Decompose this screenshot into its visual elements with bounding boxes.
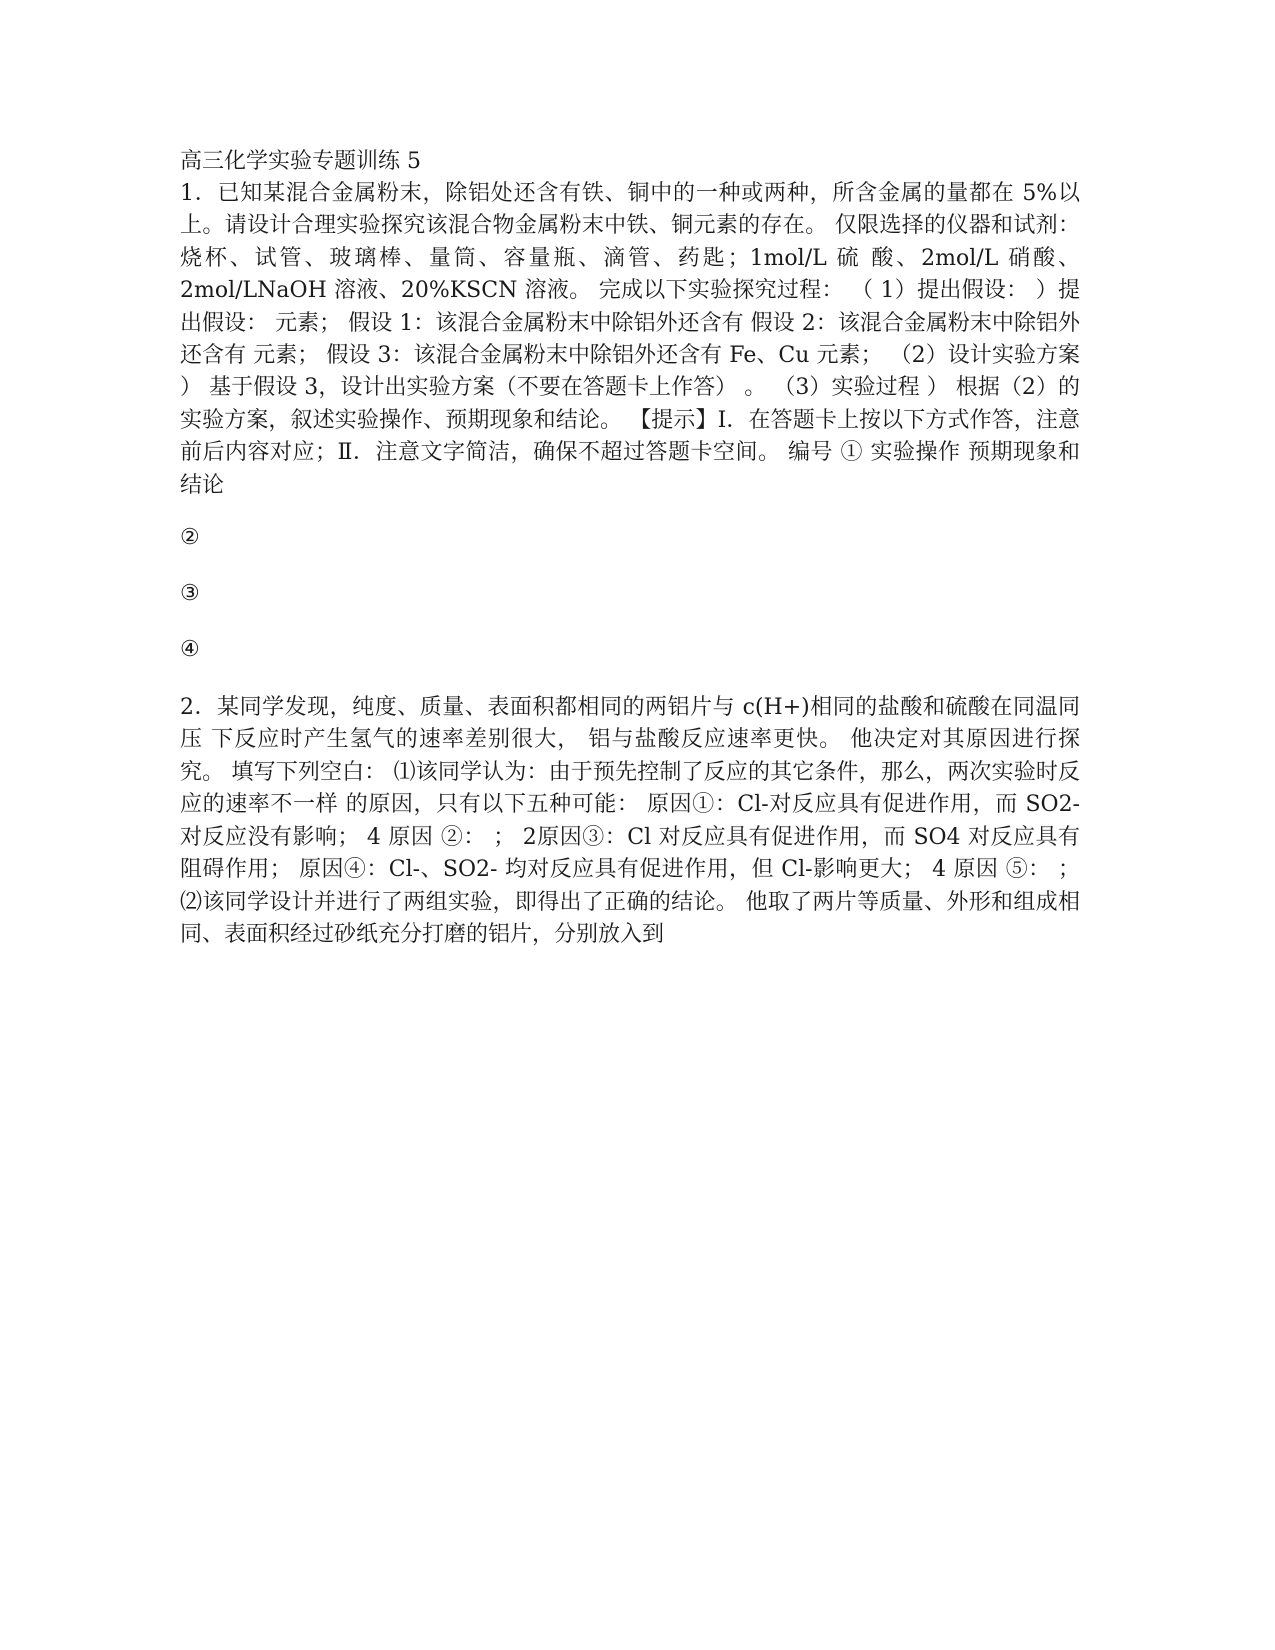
question-1-text: 1．已知某混合金属粉末，除铝处还含有铁、铜中的一种或两种，所含金属的量都在 5%以 上。请设计合理实验探究该混合物金属粉末中铁、铜元素的存在。 仅限选择的仪器和试剂：烧杯、试管、玻璃棒、量筒、容量瓶、滴管、药匙；1mol/L 硫 酸、2mol/L 硝酸、2mol/LNaOH 溶液、20%KSCN 溶液。 完成以下实验探究过程： （ 1）提出假设： ）提出假设： 元素； 假设 1：该混合金属粉末中除铝外还含有 假设 2：该混合金属粉末中除铝外还含有 元素； 假设 3：该混合金属粉末中除铝外还含有 Fe、Cu 元素； （2）设计实验方案 ） 基于假设 3，设计出实验方案（不要在答题卡上作答） 。 （3）实验过程 ） 根据（2）的实验方案，叙述实验操作、预期现象和结论。 【提示】Ⅰ．在答题卡上按以下方式作答，注意前后内容对应；Ⅱ．注意文字简洁，确保不超过答题卡空间。 编号 ① 实验操作 预期现象和结论 bbox=[180, 181, 1080, 498]
answer-number-4: ④ bbox=[180, 637, 200, 663]
document-body bbox=[180, 145, 1080, 951]
document-title: 高三化学实验专题训练 5 bbox=[180, 149, 421, 174]
question-2-text: 2．某同学发现，纯度、质量、表面积都相同的两铝片与 c(H+)相同的盐酸和硫酸在同温同压 下反应时产生氢气的速率差别很大， 铝与盐酸反应速率更快。 他决定对其原因进行探究。 填写下列空白： ⑴该同学认为：由于预先控制了反应的其它条件，那么，两次实验时反应的速率不一样 的原因，只有以下五种可能： 原因①：Cl-对反应具有促进作用，而 SO2- 对反应没有影响； 4 原因 ②： ； 2原因③：Cl 对反应具有促进作用，而 SO4 对反应具有阻碍作用； 原因④：Cl-、SO2- 均对反应具有促进作用，但 Cl-影响更大； 4 原因 ⑤： ； ⑵该同学设计并进行了两组实验，即得出了正确的结论。 他取了两片等质量、外形和组成相同、表面积经过砂纸充分打磨的铝片，分别放入到 bbox=[180, 695, 1080, 947]
answer-number-2: ② bbox=[180, 525, 200, 551]
answer-number-3: ③ bbox=[180, 581, 200, 607]
